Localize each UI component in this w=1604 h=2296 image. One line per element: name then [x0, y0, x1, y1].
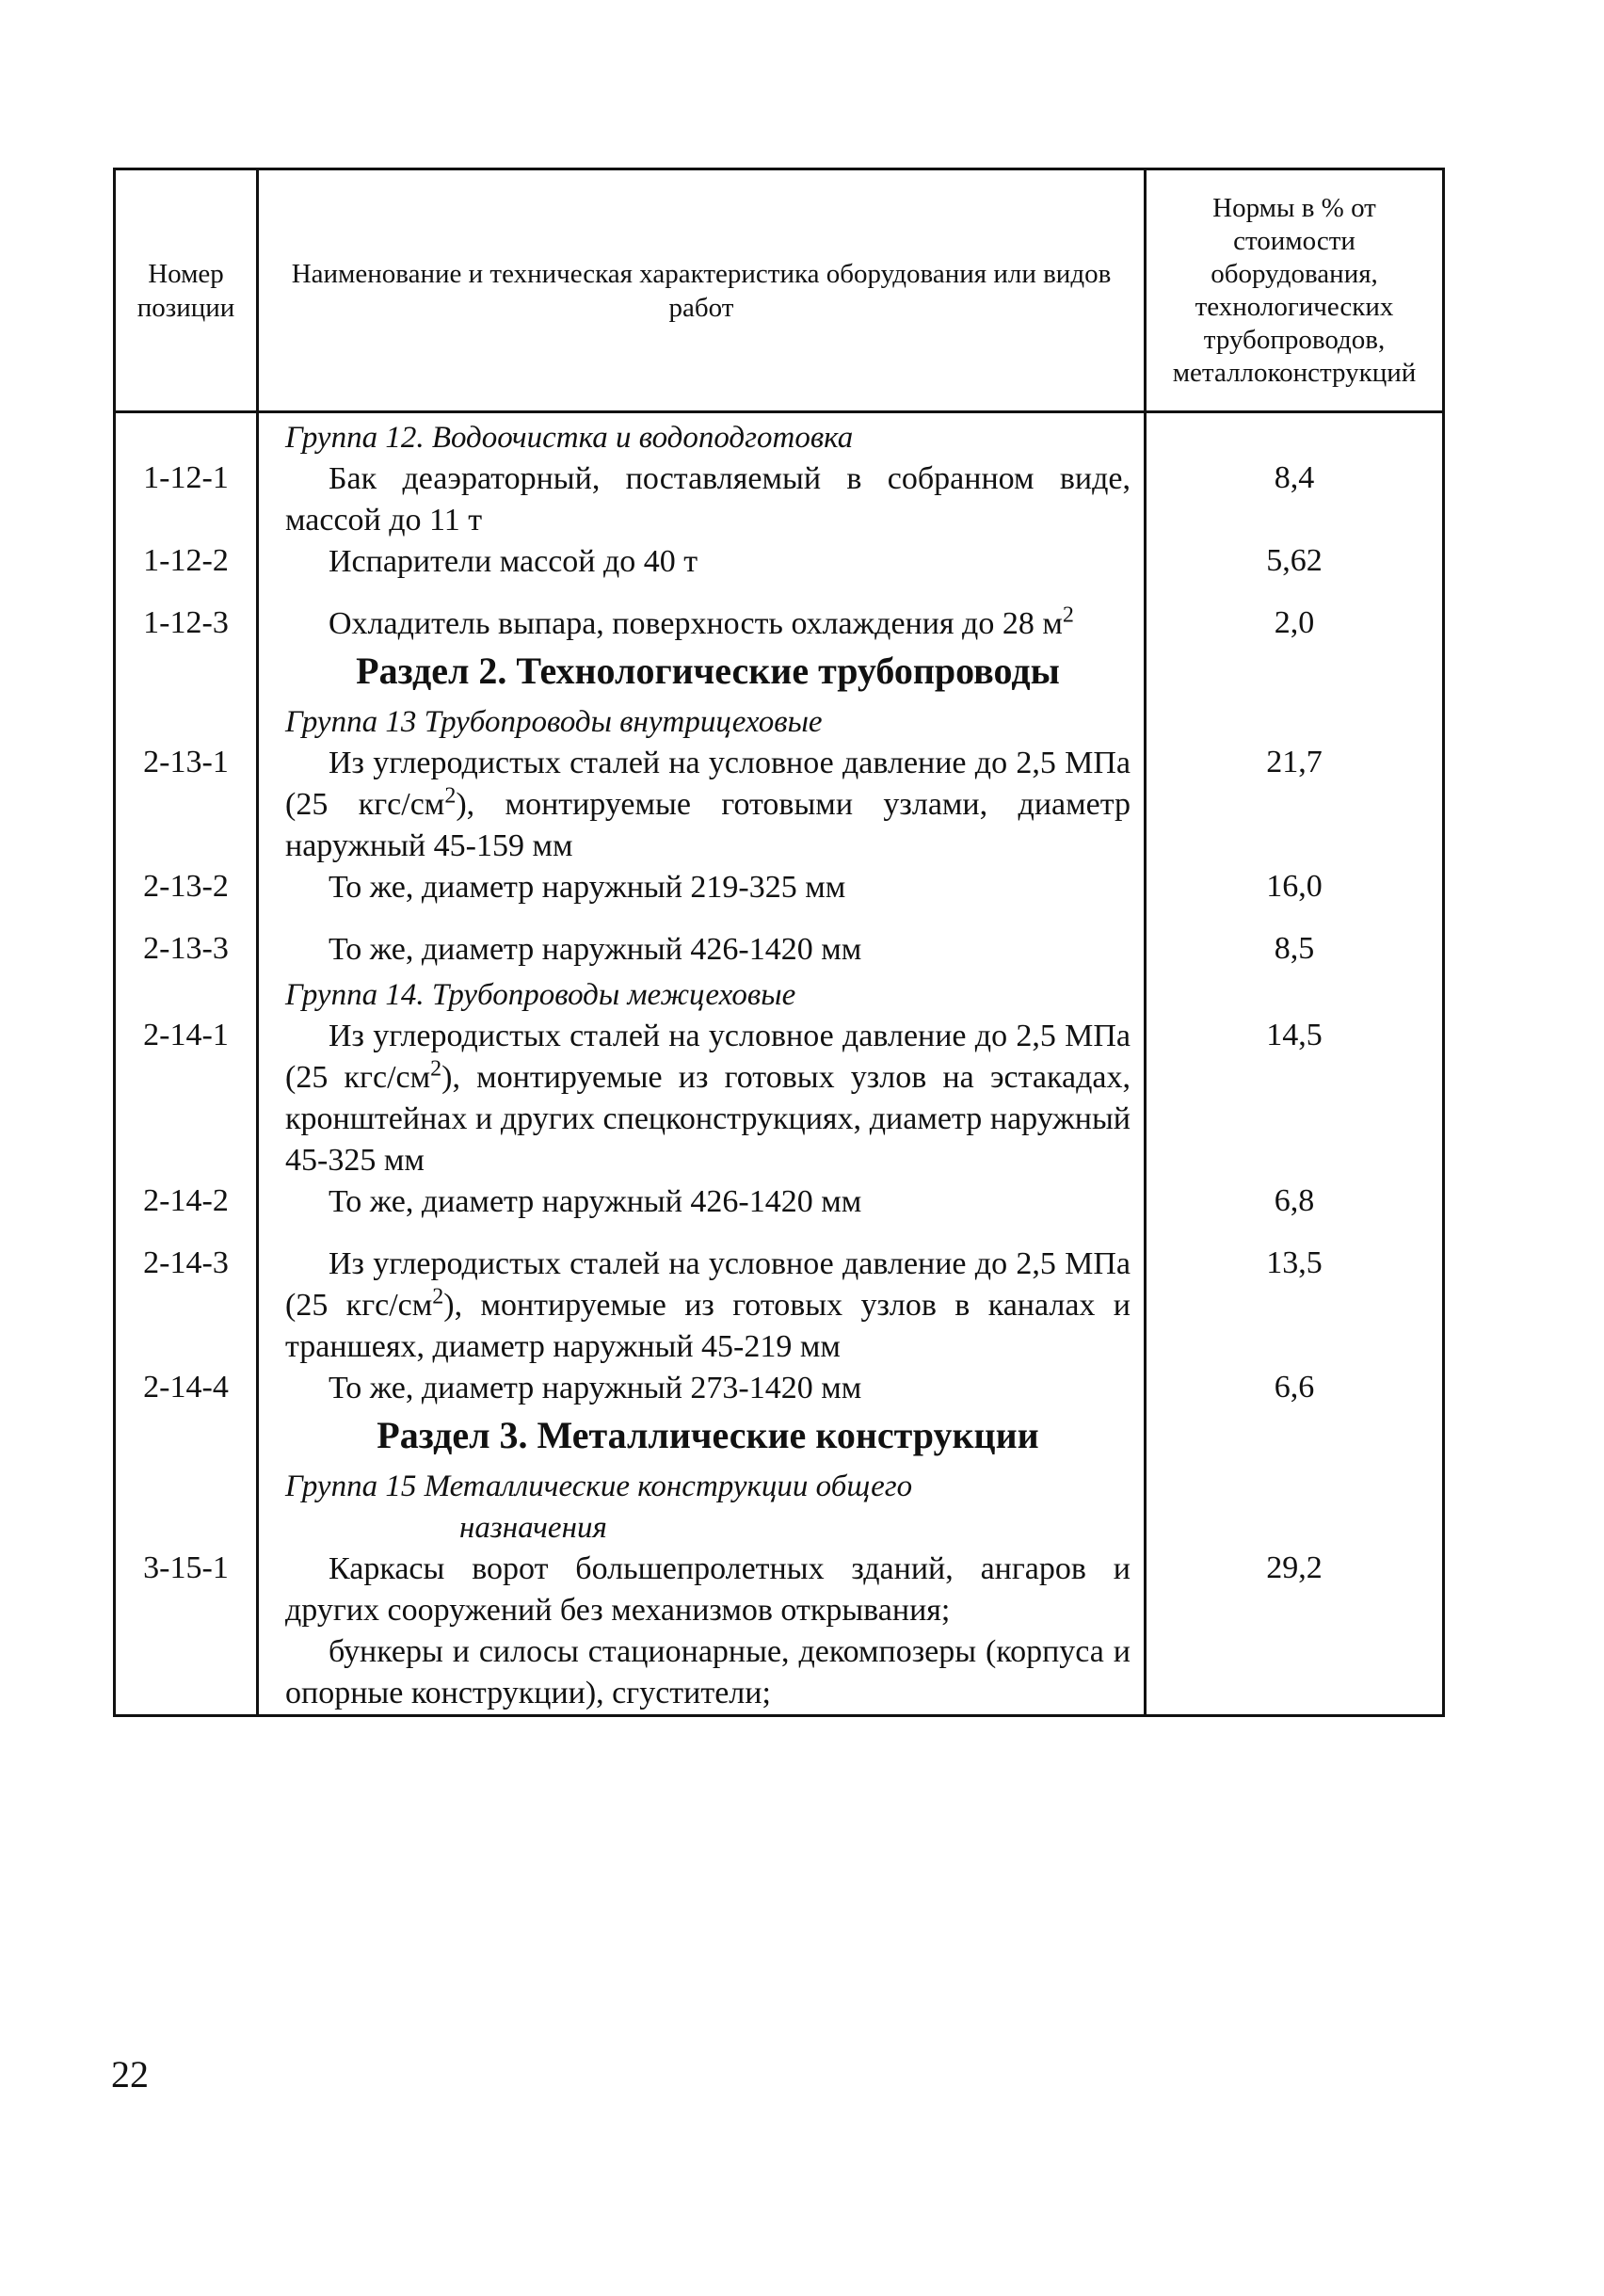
item-description-continued: бункеры и силосы стационарные, декомпозеры (корпуса и опорные конструкции), сгустители;	[285, 1634, 1131, 1710]
norm-value: 8,5	[1146, 929, 1444, 971]
norm-value: 2,0	[1146, 603, 1444, 645]
group-row	[115, 698, 1444, 743]
norms-table	[113, 168, 1445, 1717]
item-description	[285, 1016, 1131, 1181]
group-row	[115, 1462, 1444, 1549]
position-number: 2-14-3	[115, 1244, 258, 1368]
table-header-row	[115, 169, 1444, 412]
position-number: 2-13-3	[115, 929, 258, 971]
desc-text: ), монтируемые из готовых узлов на эстакадах, кронштейнах и других спецконструкциях, диаметр наружный 45-325 мм	[285, 1060, 1131, 1178]
norm-value: 6,6	[1146, 1368, 1444, 1409]
position-number: 2-13-2	[115, 867, 258, 929]
table-row	[115, 603, 1444, 645]
item-description	[285, 1244, 1131, 1368]
group-row	[115, 412, 1444, 459]
position-number: 2-14-2	[115, 1181, 258, 1244]
table-row	[115, 743, 1444, 867]
section-title: Раздел 2. Технологические трубопроводы	[356, 650, 1060, 692]
norm-value: 14,5	[1146, 1016, 1444, 1181]
superscript: 2	[432, 1284, 444, 1309]
page-number: 22	[111, 2053, 149, 2095]
desc-text: Из углеродистых сталей на условное давление до 2,5 МПа (25 кгс/см	[285, 1019, 1131, 1095]
table-row	[115, 458, 1444, 541]
group-title: Группа 15 Металлические конструкции общего	[285, 1469, 913, 1503]
superscript: 2	[430, 1056, 442, 1082]
item-description: Испарители массой до 40 т	[329, 544, 698, 579]
table-row	[115, 867, 1444, 929]
norm-value: 6,8	[1146, 1181, 1444, 1244]
section-row	[115, 1409, 1444, 1462]
position-number: 2-13-1	[115, 743, 258, 867]
header-norms: Нормы в % от стоимости оборудования, технологических трубопроводов, металлоконструкций	[1146, 169, 1444, 412]
group-title-continued: назначения	[459, 1511, 607, 1545]
item-description: То же, диаметр наружный 426-1420 мм	[329, 1184, 862, 1219]
table-row	[115, 1181, 1444, 1244]
item-description: То же, диаметр наружный 273-1420 мм	[329, 1371, 862, 1405]
desc-text: Из углеродистых сталей на условное давление до 2,5 МПа (25 кгс/см	[285, 746, 1131, 822]
superscript: 2	[444, 783, 457, 809]
desc-text: ), монтируемые готовыми узлами, диаметр наружный 45-159 мм	[285, 787, 1131, 863]
group-title: Группа 13 Трубопроводы внутрицеховые	[285, 705, 823, 739]
group-row	[115, 971, 1444, 1016]
group-title: Группа 14. Трубопроводы межцеховые	[285, 978, 796, 1012]
norm-value: 29,2	[1146, 1549, 1444, 1716]
norm-value: 5,62	[1146, 541, 1444, 603]
position-number: 1-12-1	[115, 458, 258, 541]
group-title: Группа 12. Водоочистка и водоподготовка	[285, 421, 854, 455]
section-row	[115, 645, 1444, 698]
table-row	[115, 929, 1444, 971]
item-description	[285, 743, 1131, 867]
item-description: Каркасы ворот большепролетных зданий, ангаров и других сооружений без механизмов открывания;	[285, 1551, 1131, 1628]
desc-text: Охладитель выпара, поверхность охлаждения до 28 м	[329, 606, 1063, 641]
position-number: 2-14-4	[115, 1368, 258, 1409]
position-number: 2-14-1	[115, 1016, 258, 1181]
norm-value: 16,0	[1146, 867, 1444, 929]
desc-text: ), монтируемые из готовых узлов в каналах и траншеях, диаметр наружный 45-219 мм	[285, 1288, 1131, 1364]
table-row	[115, 1368, 1444, 1409]
position-number: 1-12-2	[115, 541, 258, 603]
item-description: То же, диаметр наружный 219-325 мм	[329, 870, 846, 905]
header-number: Номер позиции	[115, 169, 258, 412]
table-row	[115, 1244, 1444, 1368]
item-description: Бак деаэраторный, поставляемый в собранном виде, массой до 11 т	[285, 461, 1131, 538]
norm-value: 13,5	[1146, 1244, 1444, 1368]
section-title: Раздел 3. Металлические конструкции	[377, 1414, 1039, 1456]
table-row	[115, 1016, 1444, 1181]
superscript: 2	[1062, 602, 1074, 628]
position-number: 3-15-1	[115, 1549, 258, 1716]
item-description: То же, диаметр наружный 426-1420 мм	[329, 932, 862, 967]
item-description	[285, 603, 1131, 645]
position-number: 1-12-3	[115, 603, 258, 645]
desc-text: Из углеродистых сталей на условное давление до 2,5 МПа (25 кгс/см	[285, 1246, 1131, 1323]
header-name: Наименование и техническая характеристика оборудования или видов работ	[258, 169, 1146, 412]
norm-value: 21,7	[1146, 743, 1444, 867]
table-row	[115, 541, 1444, 603]
table-row	[115, 1549, 1444, 1716]
norm-value: 8,4	[1146, 458, 1444, 541]
